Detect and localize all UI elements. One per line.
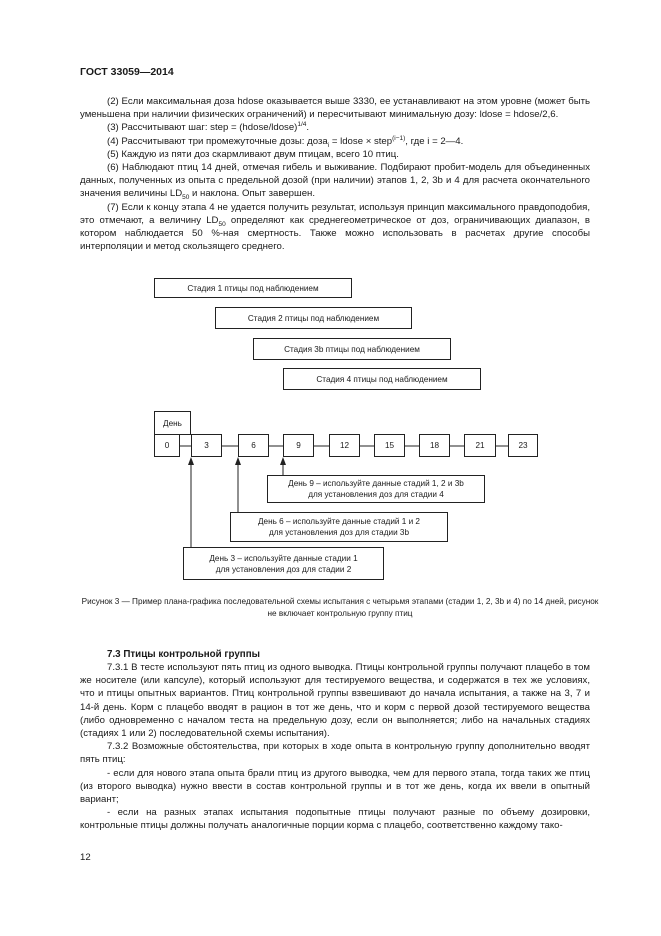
note-day-3: День 3 – используйте данные стадии 1 для установления доз для стадии 2 [183,547,384,580]
day-cell: 3 [191,434,222,457]
step-4: (4) Рассчитывают три промежуточные дозы: доза$_i$ = ldose × step$^{(i-1)}$, где i = 2—4. [107,134,464,149]
day-cell: 12 [329,434,360,457]
day-cell: 9 [283,434,314,457]
stage-1-box: Стадия 1 птицы под наблюдением [154,278,352,298]
day-label: День [154,411,191,435]
step-2: (2) Если максимальная доза hdose оказывается выше 3330, ее устанавливают на этом уровне (может быть уменьшена при наличии физических ограничений) и пересчитывают минимальную дозу: ldose = hdose/2,6. [80,96,590,121]
step-5: (5) Каждую из пяти доз скармливают двум птицам, всего 10 птиц. [107,148,399,160]
paragraph-7-3-1: 7.3.1 В тесте используют пять птиц из одного выводка. Птицы контрольной группы получают плацебо в том же носителе (или капсуле), который используют для тестируемого вещества, и содержатся в тех же условиях, что и птицы опытных вариантов. Птиц контрольной группы взвешивают до начала испытания, а также на 3, 7 и 14-й день. Корм с плацебо вводят в рацион в тот же день, что и корм с первой дозой тестируемого вещества (либо одновременно с началом теста на предельную дозу, если он выполняется; либо на начальных стадиях (стадиях 1 или 2) последовательной схемы испытания). [80,662,590,740]
step-6: (6) Наблюдают птиц 14 дней, отмечая гибель и выживание. Подбирают пробит-модель для объединенных данных, полученных из опыта с предельной дозой (при наличии) этапов 1, 2, 3b и 4 для расчета окончательного значения величины $LD_{50}$ и наклона. Опыт завершен. [80,162,590,202]
day-cell: 23 [508,434,538,457]
bullet-item: - если для нового этапа опыта брали птиц из другого выводка, чем для первого этапа, тогда таких же птиц (из второго выводка) нужно ввести в состав контрольной группы и в тот же день, когда их ввели в опытный вариант; [80,767,590,806]
stage-3b-box: Стадия 3b птицы под наблюдением [253,338,451,360]
document-header: ГОСТ 33059—2014 [80,66,174,78]
note-day-9: День 9 – используйте данные стадий 1, 2 и 3b для установления доз для стадии 4 [267,475,485,503]
day-cell: 6 [238,434,269,457]
page-number: 12 [80,852,91,863]
section-body [80,661,590,833]
day-cell: 18 [419,434,450,457]
step-7: (7) Если к концу этапа 4 не удается получить результат, используя принцип максимального правдоподобия, это отмечают, а величину $LD_{50}$ определяют как среднегеометрическое от доз, ограничивающих диапазон, в котором наблюдается 50 %-ная смертность. Также можно использовать в расчетах другие способы интерполяции и метод скользящего среднего. [80,201,591,253]
day-cell: 21 [464,434,496,457]
note-day-6: День 6 – используйте данные стадий 1 и 2 для установления доз для стадии 3b [230,512,448,542]
day-cell: 15 [374,434,405,457]
bullet-item: - если на разных этапах испытания подопытные птицы получают разные по объему дозировки, контрольные птицы должны получать аналогичные порции корма с плацебо, соответственно каждому тако- [80,807,590,832]
day-cell: 0 [154,434,180,457]
stage-4-box: Стадия 4 птицы под наблюдением [283,368,481,390]
step-3: (3) Рассчитывают шаг: step = (hdose/ldose)$^{1/4}$. [107,121,310,134]
section-heading: 7.3 Птицы контрольной группы [107,649,260,660]
stage-2-box: Стадия 2 птицы под наблюдением [215,307,412,329]
paragraph-7-3-2: 7.3.2 Возможные обстоятельства, при которых в ходе опыта в контрольную группу дополнительно вводят пять птиц: [80,741,590,766]
figure-caption: Рисунок 3 — Пример плана-графика последовательной схемы испытания с четырьмя этапами (стадии 1, 2, 3b и 4) по 14 дней, рисунок не включает контрольную группу птиц [81,597,599,618]
